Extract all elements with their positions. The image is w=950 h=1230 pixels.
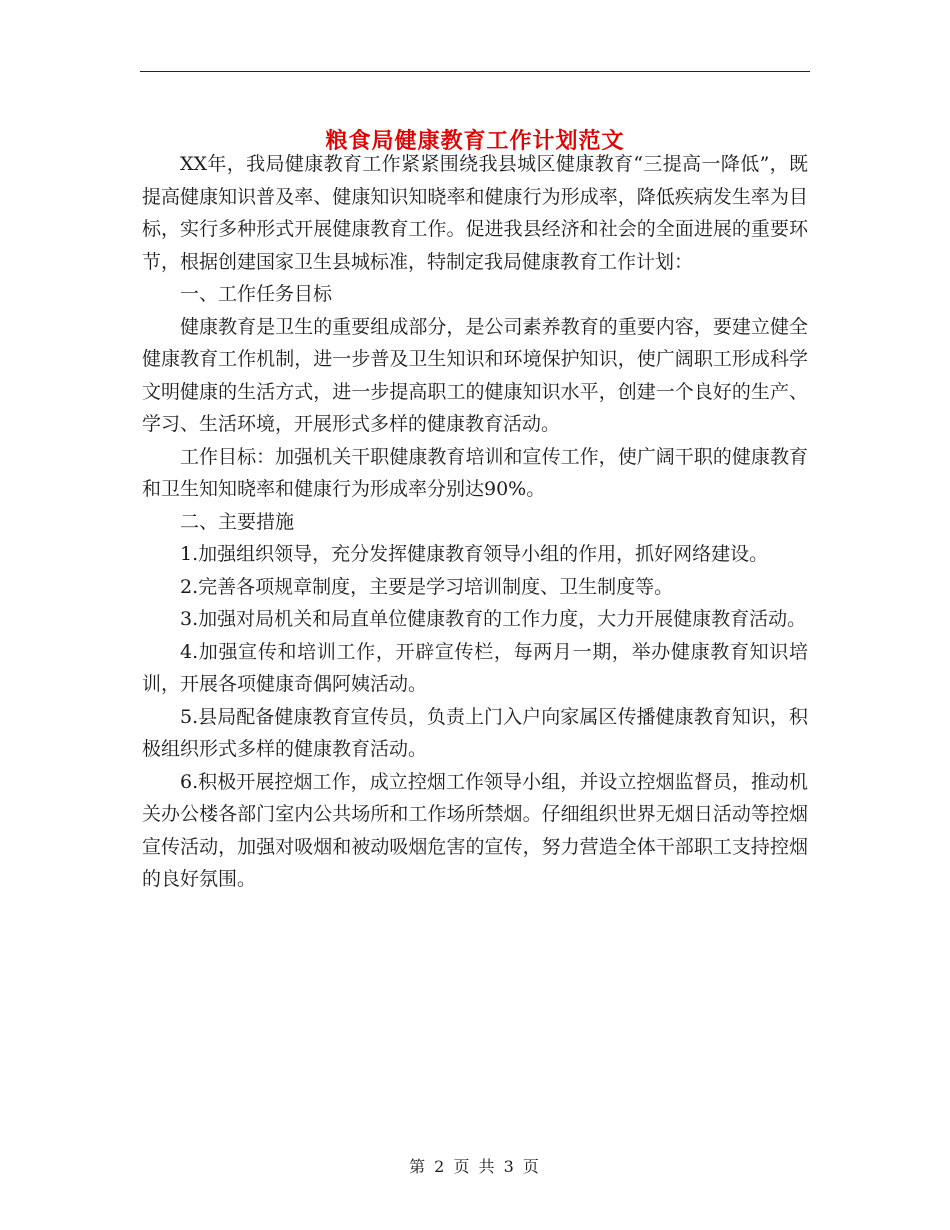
list-item: 4.加强宣传和培训工作，开辟宣传栏，每两月一期，举办健康教育知识培训，开展各项健康奇偶阿姨活动。: [142, 640, 808, 695]
list-item: 1.加强组织领导，充分发挥健康教育领导小组的作用，抓好网络建设。: [180, 543, 769, 565]
list-item: 6.积极开展控烟工作，成立控烟工作领导小组，并设立控烟监督员，推动机关办公楼各部门室内公共场所和工作场所禁烟。仔细组织世界无烟日活动等控烟宣传活动，加强对吸烟和被动吸烟危害的宣传，努力营造全体干部职工支持控烟的良好氛围。: [142, 770, 808, 890]
paragraph-intro: XX年，我局健康教育工作紧紧围绕我县城区健康教育“三提高一降低”，既提高健康知识普及率、健康知识知晓率和健康行为形成率，降低疾病发生率为目标，实行多种形式开展健康教育工作。促进我县经济和社会的全面进展的重要环节，根据创建国家卫生县城标准，特制定我局健康教育工作计划：: [142, 153, 808, 273]
header-rule: [140, 71, 810, 72]
section-heading-1: 一、工作任务目标: [180, 283, 333, 305]
document-title: 粮食局健康教育工作计划范文: [325, 127, 625, 154]
paragraph-task: 健康教育是卫生的重要组成部分，是公司素养教育的重要内容，要建立健全健康教育工作机制，进一步普及卫生知识和环境保护知识，使广阔职工形成科学文明健康的生活方式，进一步提高职工的健康知识水平，创建一个良好的生产、学习、生活环境，开展形式多样的健康教育活动。: [142, 315, 808, 435]
list-item: 3.加强对局机关和局直单位健康教育的工作力度，大力开展健康教育活动。: [180, 608, 807, 630]
document-body: [142, 148, 808, 896]
list-item: 2.完善各项规章制度，主要是学习培训制度、卫生制度等。: [180, 575, 674, 598]
section-heading-2: 二、主要措施: [180, 510, 295, 533]
paragraph-goal: 工作目标：加强机关干职健康教育培训和宣传工作，使广阔干职的健康教育和卫生知知晓率和健康行为形成率分别达90%。: [142, 445, 808, 500]
page-number: 第 2 页 共 3 页: [409, 1157, 541, 1176]
list-item: 5.县局配备健康教育宣传员，负责上门入户向家属区传播健康教育知识，积极组织形式多样的健康教育活动。: [142, 705, 808, 760]
